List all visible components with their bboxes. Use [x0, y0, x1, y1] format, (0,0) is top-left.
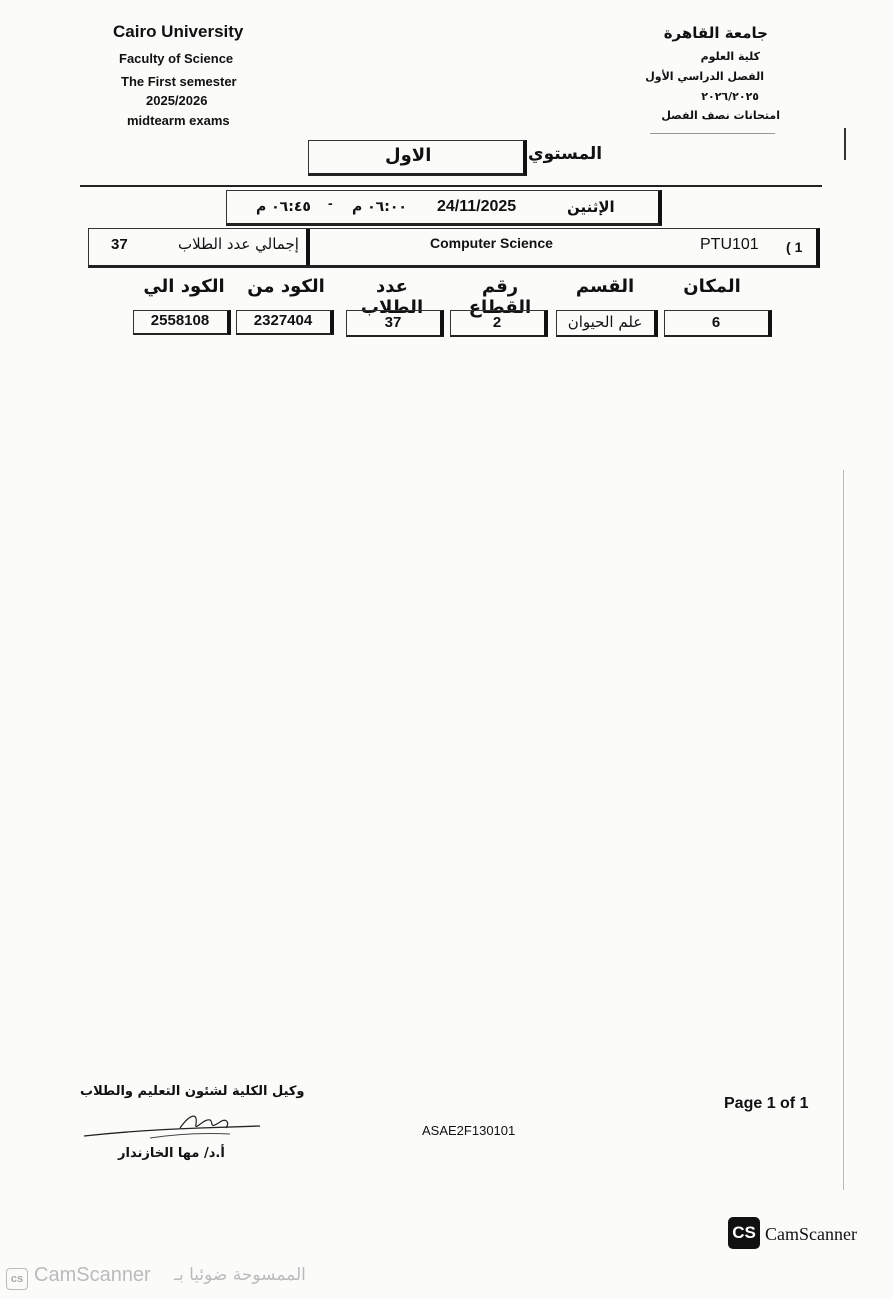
vice-dean-title: وكيل الكلية لشئون التعليم والطلاب [80, 1084, 305, 1099]
section-rule [80, 185, 822, 187]
cell-place: 6 [711, 314, 721, 331]
semester-en: The First semester [121, 74, 237, 89]
level-label: المستوي [528, 144, 603, 164]
header-department: القسم [575, 276, 635, 297]
course-number: 1 ) [786, 239, 803, 255]
scanned-with-text: الممسوحة ضوئيا بـ [174, 1265, 306, 1285]
header-place: المكان [683, 276, 741, 297]
header-sector: رقم القطاع [468, 276, 532, 318]
header-students: عدد الطلاب [360, 276, 424, 318]
exam-date: 24/11/2025 [437, 198, 517, 215]
faculty-ar: كلية العلوم [700, 50, 760, 63]
total-students-label: إجمالي عدد الطلاب [178, 235, 299, 253]
year-ar: ٢٠٢٦/٢٠٢٥ [701, 90, 759, 103]
course-name: Computer Science [430, 235, 553, 251]
faculty-en: Faculty of Science [119, 51, 234, 66]
scanned-with-icon: cs [6, 1268, 28, 1290]
course-row-divider [306, 229, 310, 265]
header-code-from: الكود من [247, 276, 325, 297]
university-ar: جامعة القاهرة [663, 24, 768, 42]
cell-code-from: 2327404 [253, 312, 313, 329]
time-to: ٠٦:٤٥ م [256, 199, 311, 215]
cell-students: 37 [384, 314, 402, 331]
scan-edge-top [844, 128, 846, 160]
cell-department: علم الحيوان [567, 313, 643, 331]
time-separator: - [328, 195, 333, 211]
total-students-value: 37 [111, 236, 128, 253]
camscanner-brand: CamScanner [765, 1224, 857, 1244]
camscanner-logo-icon: CS [728, 1217, 760, 1249]
header-rule [650, 133, 775, 134]
document-code: ASAE2F130101 [422, 1123, 516, 1138]
semester-ar: الفصل الدراسي الأول [645, 70, 764, 83]
signature [80, 1108, 270, 1142]
exam-day: الإثنين [567, 198, 615, 216]
page-number: Page 1 of 1 [724, 1095, 809, 1112]
scanned-with-brand: CamScanner [34, 1264, 151, 1286]
header-code-to: الكود الي [143, 276, 225, 297]
cell-code-to: 2558108 [150, 312, 210, 329]
university-en: Cairo University [113, 22, 244, 41]
exams-en: midtearm exams [127, 113, 230, 128]
cell-sector: 2 [492, 314, 502, 331]
time-from: ٠٦:٠٠ م [352, 199, 407, 215]
level-value: الاول [385, 145, 432, 166]
year-en: 2025/2026 [146, 93, 208, 108]
signatory-name: أ.د/ مها الخازندار [118, 1146, 225, 1161]
scan-edge-right [843, 470, 844, 1190]
exams-ar: امتحانات نصف الفصل [661, 109, 780, 122]
course-code: PTU101 [700, 236, 759, 253]
